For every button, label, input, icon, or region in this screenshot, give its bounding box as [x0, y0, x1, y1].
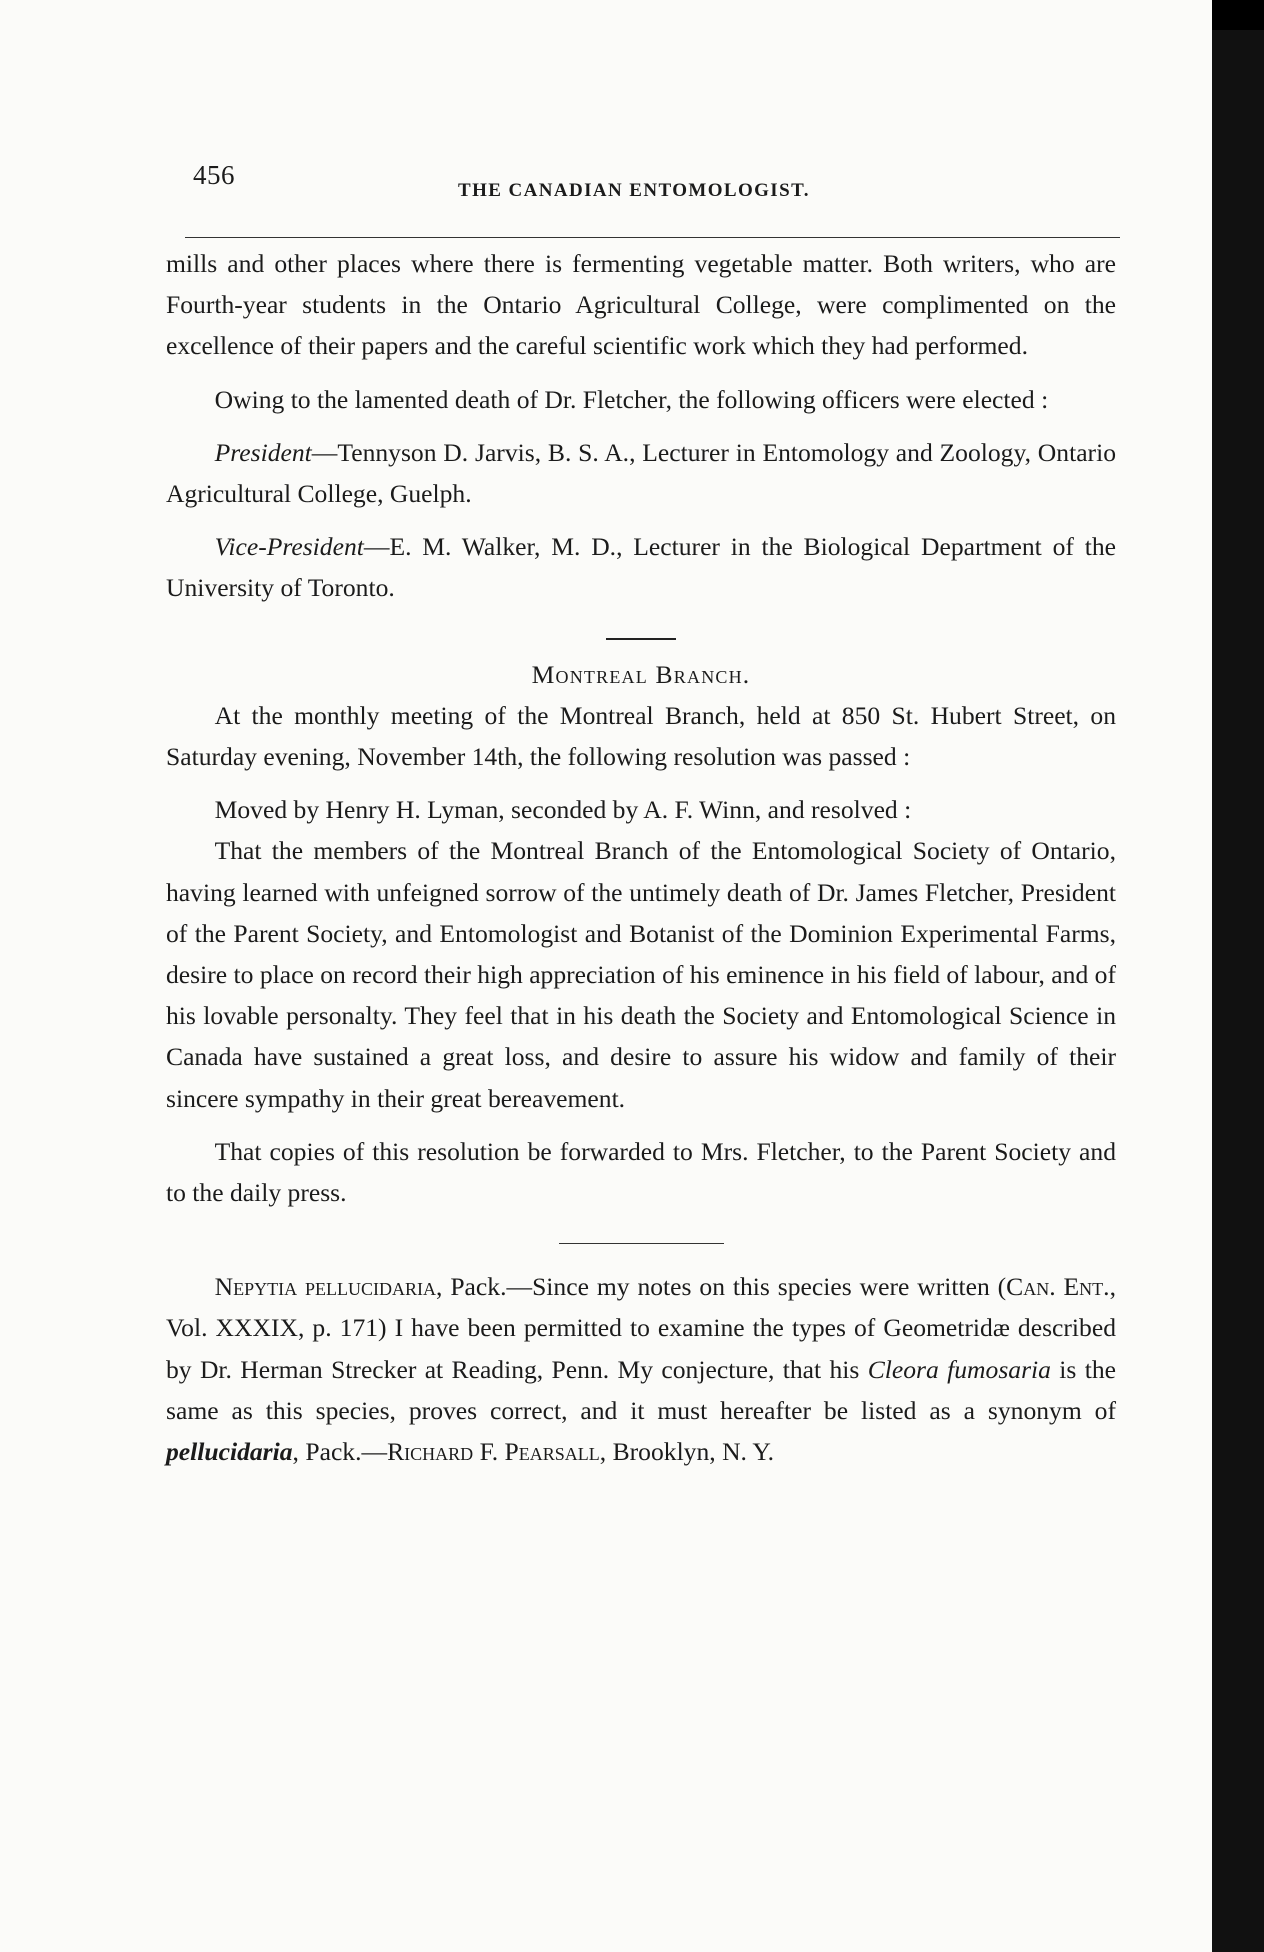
president-text: —Tennyson D. Jarvis, B. S. A., Lecturer in Entomology and Zoology, Ontario Agricultural College, Guelph.	[166, 437, 1116, 509]
scan-corner	[1212, 0, 1264, 30]
paragraph-meeting: At the monthly meeting of the Montreal Branch, held at 850 St. Hubert Street, on Saturday evening, November 14th, the following resolution was passed :	[166, 700, 1116, 772]
paragraph-vice-president	[166, 526, 1116, 608]
note-divider	[559, 1243, 724, 1244]
note-text-a: , Pack.—Since my notes on this species were written (	[436, 1272, 1007, 1302]
section-divider	[606, 638, 676, 640]
paragraph-continuation: mills and other places where there is fermenting vegetable matter. Both writers, who are Fourth-year students in the Ontario Agricultural College, were complimented on the excellence of their papers and the careful scientific work which they had performed.	[166, 249, 1116, 361]
page-header	[193, 160, 1113, 210]
page-body	[166, 243, 1116, 1472]
cleora-name: Cleora fumosaria	[867, 1354, 1051, 1384]
paragraph-motion: Moved by Henry H. Lyman, seconded by A. F. Winn, and resolved :	[214, 795, 912, 825]
paragraph-officers-intro: Owing to the lamented death of Dr. Fletcher, the following officers were elected :	[214, 384, 1049, 414]
vice-president-text: —E. M. Walker, M. D., Lecturer in the Biological Department of the University of Toronto.	[166, 532, 1116, 603]
paragraph-copies: That copies of this resolution be forwarded to Mrs. Fletcher, to the Parent Society and to the daily press.	[166, 1136, 1116, 1208]
paragraph-note	[166, 1266, 1116, 1472]
paragraph-resolution: That the members of the Montreal Branch of the Entomological Society of Ontario, having learned with unfeigned sorrow of the untimely death of Dr. James Fletcher, President of the Parent Society, and Entomologist and Botanist of the Dominion Experimental Farms, desire to place on record their high appreciation of his eminence in his field of labour, and of his lovable personalty. They feel that in his death the Society and Entomological Science in Canada have sustained a great loss, and desire to assure his widow and family of their sincere sympathy in their great bereavement.	[166, 836, 1116, 1113]
scan-edge	[1212, 0, 1264, 1952]
section-heading: Montreal Branch.	[531, 659, 751, 689]
note-text-b: , Vol. XXXIX, p. 171) I have been permitted to examine the types of Geometridæ described by Dr. Herman Strecker at Reading, Penn. My conjecture, that his	[166, 1272, 1116, 1384]
author-location: , Brooklyn, N. Y.	[599, 1437, 774, 1467]
author-name: Richard F. Pearsall	[387, 1437, 600, 1467]
page-number: 456	[193, 160, 235, 190]
note-text-d: , Pack.—	[292, 1437, 388, 1467]
species-name: Nepytia pellucidaria	[214, 1272, 437, 1302]
citation-journal: Can. Ent.	[1006, 1272, 1110, 1302]
president-label: President	[214, 437, 312, 467]
header-rule	[185, 237, 1120, 238]
running-head: THE CANADIAN ENTOMOLOGIST.	[458, 180, 810, 201]
note-text-c: is the same as this species, proves correct, and it must hereafter be listed as a synonym of	[166, 1354, 1116, 1425]
pellucidaria-name: pellucidaria	[166, 1437, 293, 1467]
paragraph-president	[166, 432, 1116, 514]
vice-president-label: Vice-President	[214, 532, 364, 562]
